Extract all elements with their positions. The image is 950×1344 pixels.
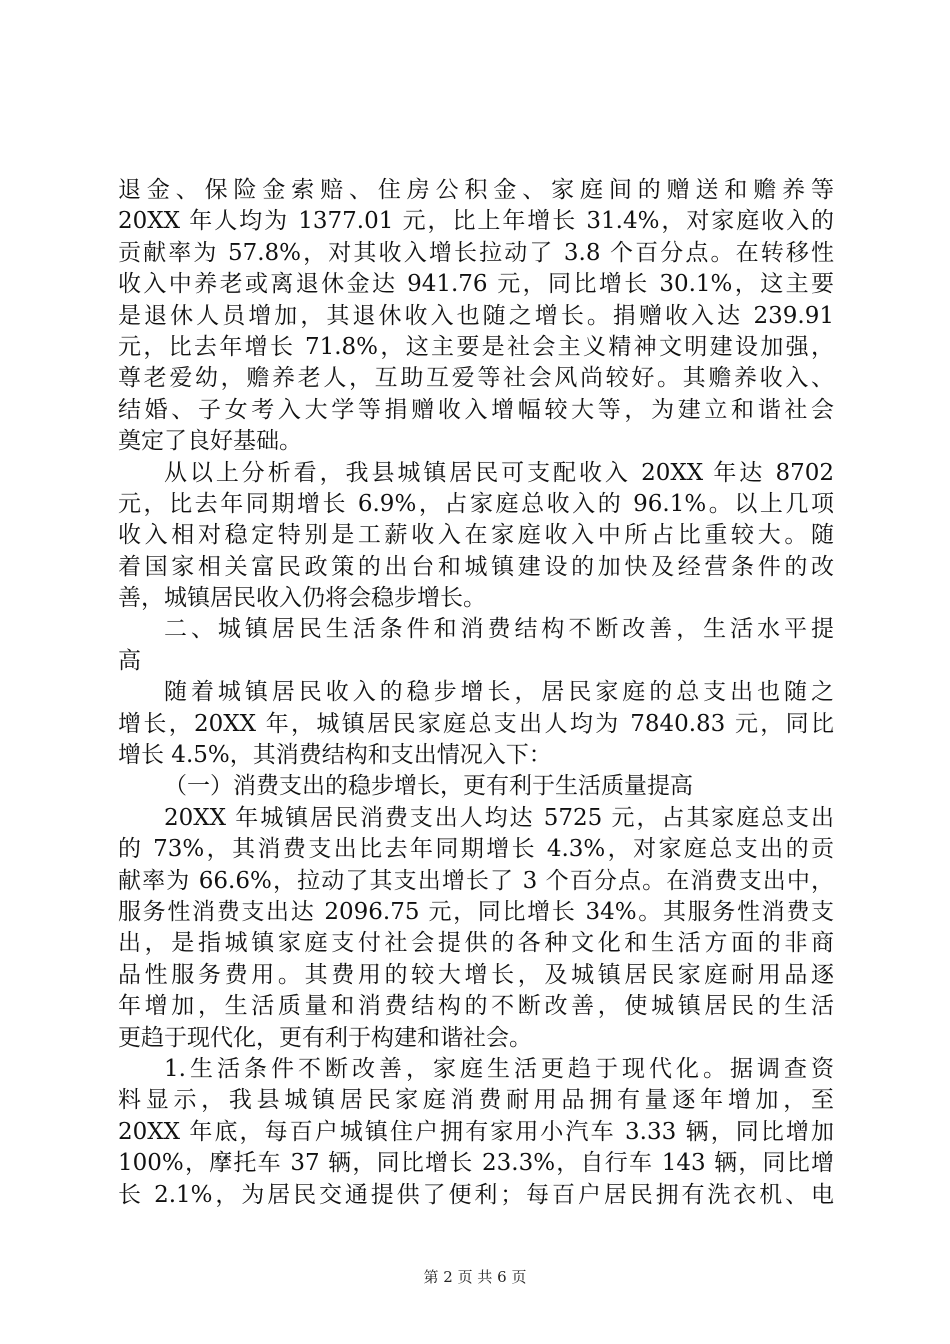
text-line: 是退休人员增加，其退休收入也随之增长。捐赠收入达 239.91 <box>118 302 834 329</box>
text-line: 出，是指城镇家庭支付社会提供的各种文化和生活方面的非商 <box>118 930 834 957</box>
text-line: 100%，摩托车 37 辆，同比增长 23.3%，自行车 143 辆，同比增 <box>118 1150 834 1177</box>
document-body <box>118 175 834 1211</box>
text-line: 二、城镇居民生活条件和消费结构不断改善，生活水平提 <box>164 616 834 643</box>
text-line: 善，城镇居民收入仍将会稳步增长。 <box>118 585 486 612</box>
text-line: （一）消费支出的稳步增长，更有利于生活质量提高 <box>164 773 693 800</box>
text-line: 增长 4.5%，其消费结构和支出情况入下： <box>118 742 552 769</box>
text-line: 长 2.1%，为居民交通提供了便利；每百户居民拥有洗衣机、电 <box>118 1181 834 1208</box>
text-line: 奠定了良好基础。 <box>118 428 302 455</box>
text-line: 增长，20XX 年，城镇居民家庭总支出人均为 7840.83 元，同比 <box>118 710 834 737</box>
page-footer: 第 2 页 共 6 页 <box>423 1268 527 1286</box>
text-line: 品性服务费用。其费用的较大增长，及城镇居民家庭耐用品逐 <box>118 961 834 988</box>
text-line: 着国家相关富民政策的出台和城镇建设的加快及经营条件的改 <box>118 553 834 580</box>
text-line: 元，比去年增长 71.8%，这主要是社会主义精神文明建设加强， <box>118 333 834 360</box>
text-line: 收入中养老或离退休金达 941.76 元，同比增长 30.1%，这主要 <box>118 271 834 298</box>
text-line: 的 73%，其消费支出比去年同期增长 4.3%，对家庭总支出的贡 <box>118 836 834 863</box>
text-line: 料显示，我县城镇居民家庭消费耐用品拥有量逐年增加，至 <box>118 1087 834 1114</box>
text-line: 贡献率为 57.8%，对其收入增长拉动了 3.8 个百分点。在转移性 <box>118 239 834 266</box>
text-line: 高 <box>118 647 141 674</box>
text-line: 退金、保险金索赔、住房公积金、家庭间的赠送和赡养等 <box>118 177 834 203</box>
text-line: 从以上分析看，我县城镇居民可支配收入 20XX 年达 8702 <box>164 459 834 486</box>
text-line: 献率为 66.6%，拉动了其支出增长了 3 个百分点。在消费支出中， <box>118 867 834 894</box>
text-line: 尊老爱幼，赡养老人，互助互爱等社会风尚较好。其赡养收入、 <box>118 365 834 392</box>
text-line: 1.生活条件不断改善，家庭生活更趋于现代化。据调查资 <box>164 1055 834 1082</box>
text-line: 随着城镇居民收入的稳步增长，居民家庭的总支出也随之 <box>164 679 834 706</box>
text-line: 20XX 年人均为 1377.01 元，比上年增长 31.4%，对家庭收入的 <box>118 208 834 235</box>
text-line: 结婚、子女考入大学等捐赠收入增幅较大等，为建立和谐社会 <box>118 396 834 423</box>
text-line: 元，比去年同期增长 6.9%，占家庭总收入的 96.1%。以上几项 <box>118 490 834 517</box>
text-line: 年增加，生活质量和消费结构的不断改善，使城镇居民的生活 <box>118 993 834 1020</box>
text-line: 更趋于现代化，更有利于构建和谐社会。 <box>118 1024 532 1051</box>
text-line: 20XX 年城镇居民消费支出人均达 5725 元，占其家庭总支出 <box>164 804 834 831</box>
text-line: 服务性消费支出达 2096.75 元，同比增长 34%。其服务性消费支 <box>118 898 834 925</box>
text-line: 收入相对稳定特别是工薪收入在家庭收入中所占比重较大。随 <box>118 522 834 549</box>
text-line: 20XX 年底，每百户城镇住户拥有家用小汽车 3.33 辆，同比增加 <box>118 1118 834 1145</box>
